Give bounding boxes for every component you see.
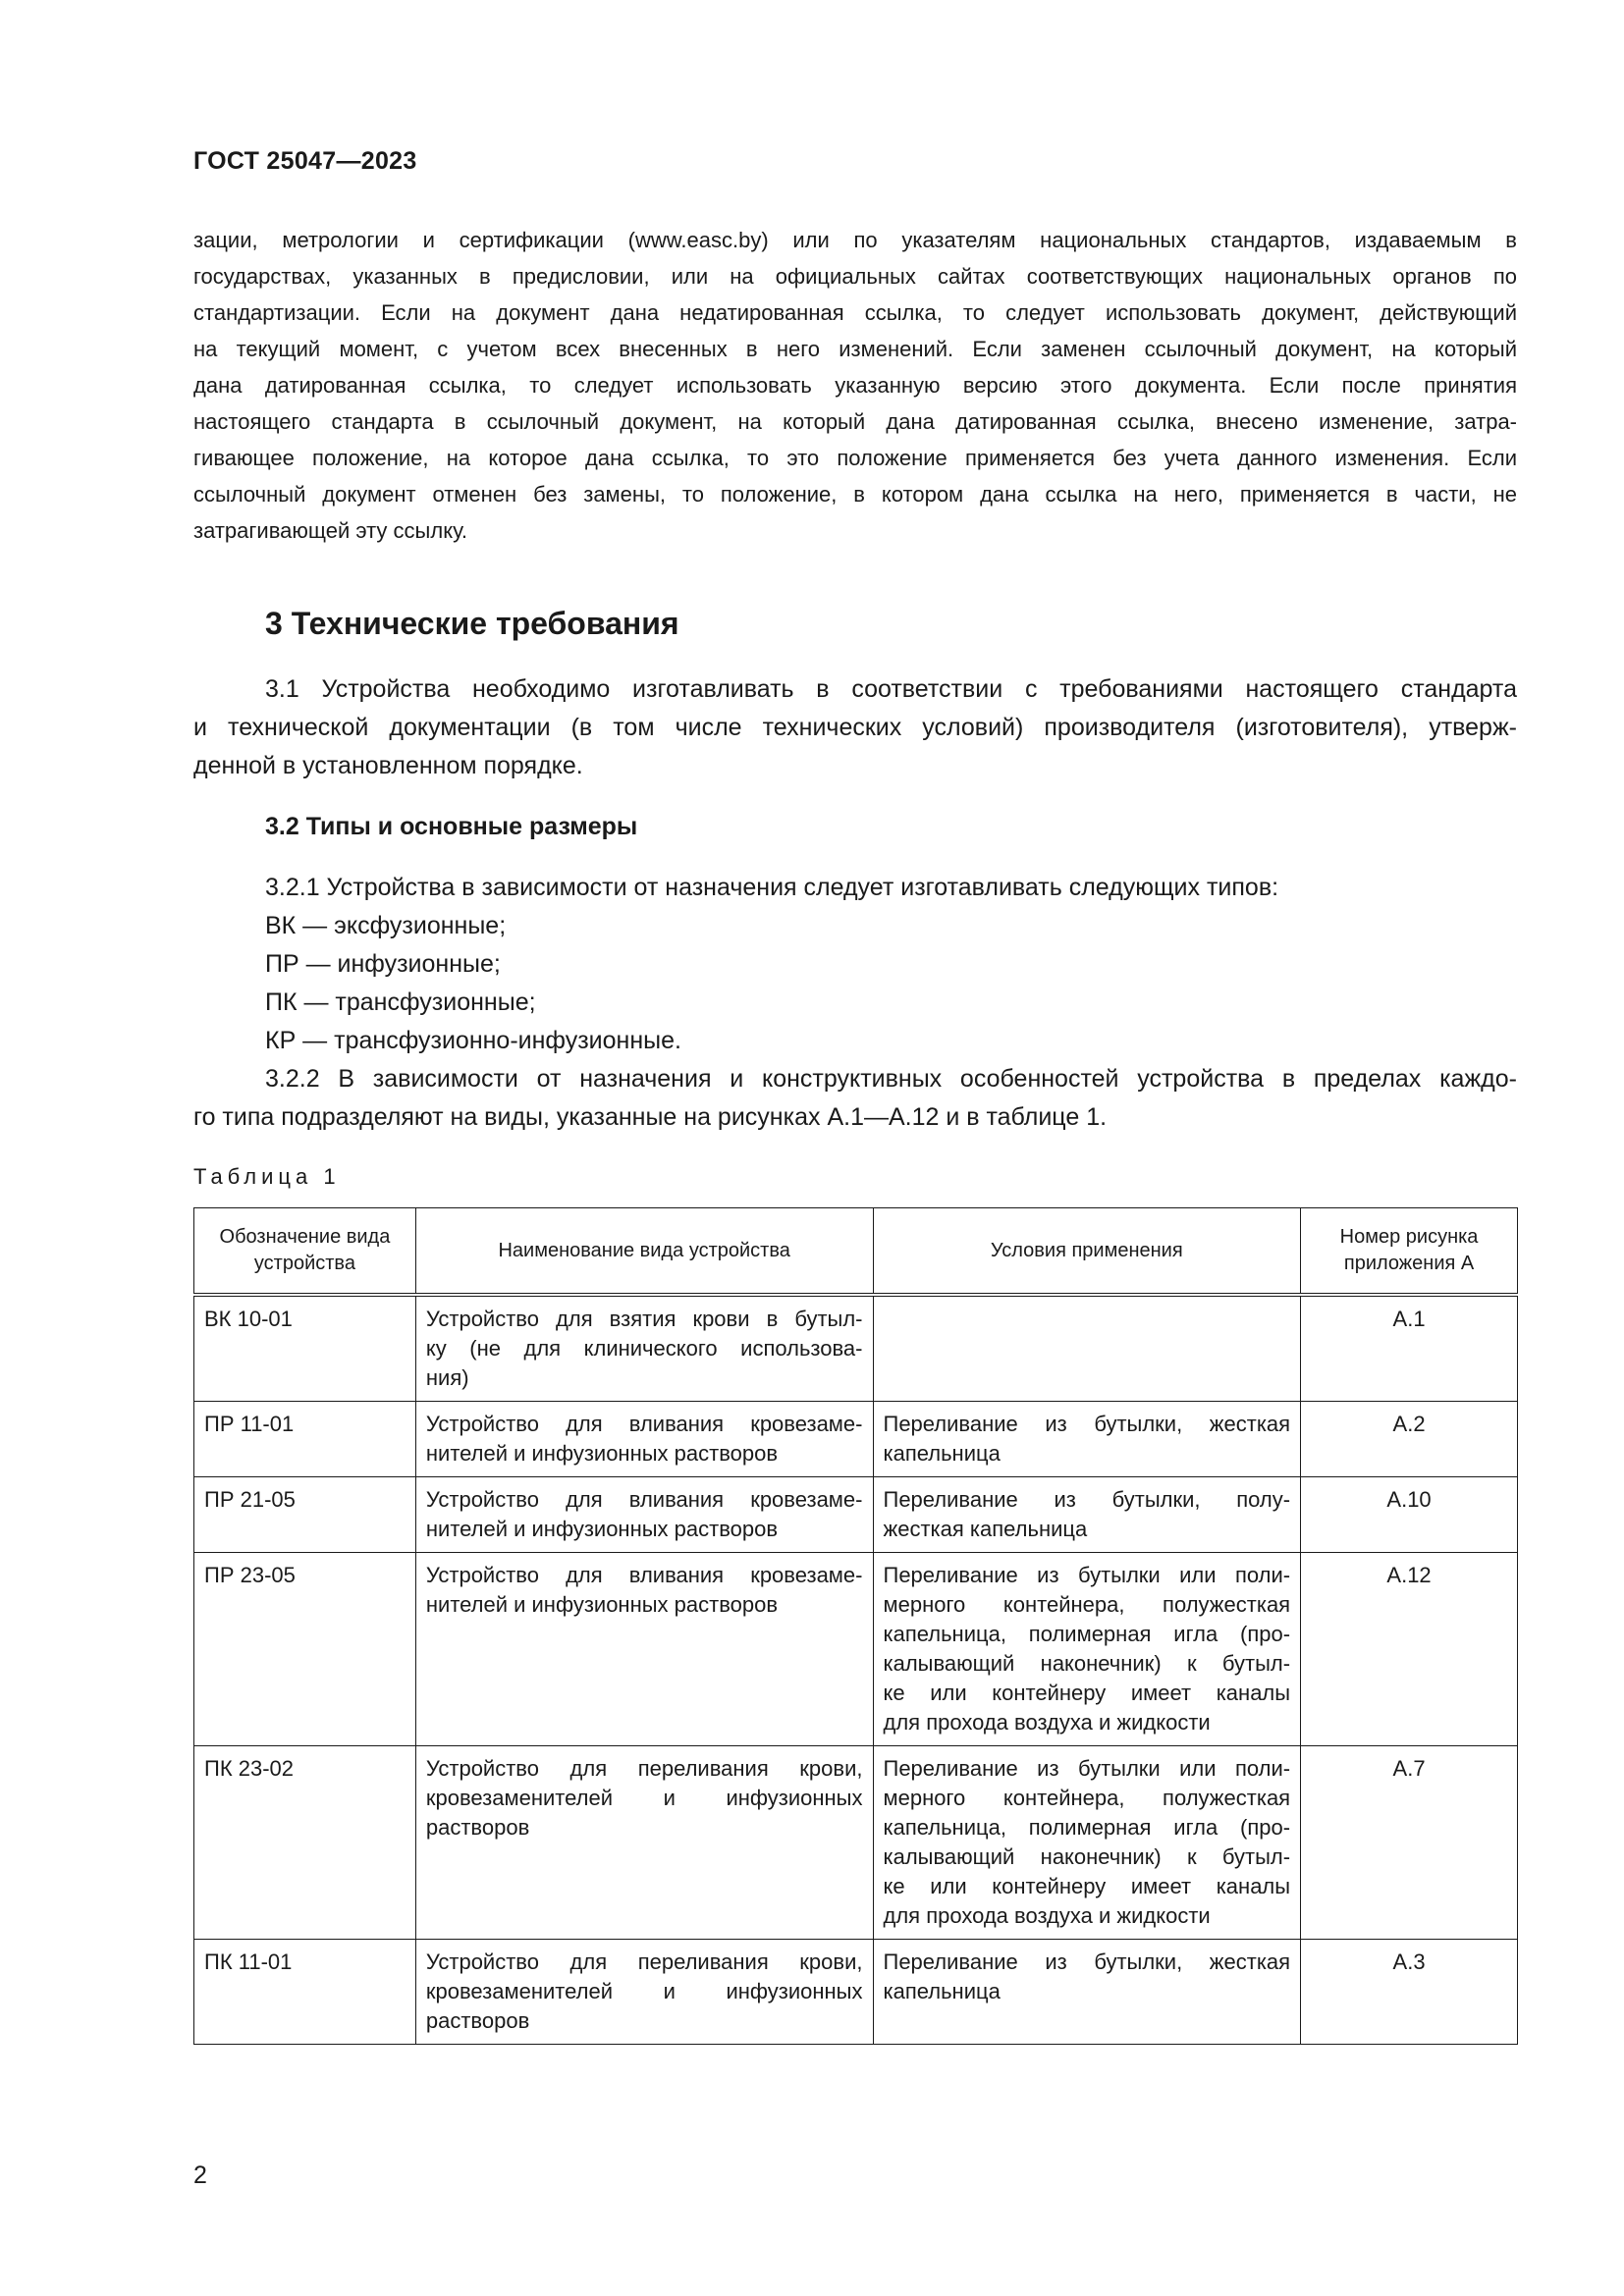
table-row xyxy=(194,1553,1518,1746)
type-item: ВК — эксфузионные; xyxy=(265,912,507,939)
column-header: Номер рисунка приложения А xyxy=(1301,1208,1518,1296)
table-row xyxy=(194,1477,1518,1553)
name-cell xyxy=(415,1746,873,1940)
name-cell xyxy=(415,1295,873,1402)
type-item: ПР — инфузионные; xyxy=(265,950,501,978)
cell-line: ке или контейнеру имеет каналы xyxy=(883,1681,1291,1705)
table-row xyxy=(194,1940,1518,2045)
intro-line: дана датированная ссылка, то следует использовать указанную версию этого документа. Если после принятия xyxy=(193,373,1517,398)
cell-line: калывающий наконечник) к бутыл- xyxy=(883,1844,1291,1869)
name-cell xyxy=(415,1940,873,2045)
cell-line: Переливание из бутылки, полу- xyxy=(883,1487,1291,1512)
cell-line: ке или контейнеру имеет каналы xyxy=(883,1874,1291,1898)
cell-line: кровезаменителей и инфузионных xyxy=(425,1979,863,2003)
cell-line: Устройство для вливания кровезаме- xyxy=(425,1412,863,1436)
clause-3-2-1: 3.2.1 Устройства в зависимости от назначения следует изготавливать следующих типов: xyxy=(265,874,1279,901)
condition-cell xyxy=(873,1553,1301,1746)
cell-line: нителей и инфузионных растворов xyxy=(425,1441,779,1466)
cell-line: капельница, полимерная игла (про- xyxy=(883,1622,1291,1646)
cell-line: для прохода воздуха и жидкости xyxy=(883,1710,1211,1735)
section-heading: 3 Технические требования xyxy=(265,606,679,641)
clause-line: и технической документации (в том числе технических условий) производителя (изготовителя), утверж- xyxy=(193,714,1517,741)
figure-cell: А.2 xyxy=(1301,1402,1518,1477)
intro-paragraph xyxy=(193,222,1517,549)
clause-line: денной в установленном порядке. xyxy=(193,752,583,779)
cell-line: жесткая капельница xyxy=(883,1517,1088,1541)
type-item: КР — трансфузионно-инфузионные. xyxy=(265,1027,681,1054)
table-header-row xyxy=(194,1208,1518,1296)
subsection-heading: 3.2 Типы и основные размеры xyxy=(265,813,638,840)
cell-line: Переливание из бутылки, жесткая xyxy=(883,1412,1291,1436)
intro-line: затрагивающей эту ссылку. xyxy=(193,518,467,543)
code-cell: ВК 10-01 xyxy=(194,1295,416,1402)
clause-3-2-2 xyxy=(193,1060,1517,1137)
table-row xyxy=(194,1402,1518,1477)
figure-cell: А.7 xyxy=(1301,1746,1518,1940)
type-item: ПК — трансфузионные; xyxy=(265,988,536,1016)
code-cell: ПР 21-05 xyxy=(194,1477,416,1553)
name-cell xyxy=(415,1553,873,1746)
cell-line: Устройство для переливания крови, xyxy=(425,1949,863,1974)
figure-cell: А.10 xyxy=(1301,1477,1518,1553)
cell-line: мерного контейнера, полужесткая xyxy=(883,1592,1291,1617)
condition-cell xyxy=(873,1295,1301,1402)
clause-line: 3.2.2 В зависимости от назначения и конструктивных особенностей устройства в пределах каждо- xyxy=(265,1065,1517,1093)
intro-line: зации, метрологии и сертификации (www.easc.by) или по указателям национальных стандартов, издаваемым в xyxy=(193,228,1517,252)
cell-line: ния) xyxy=(425,1365,469,1390)
intro-line: государствах, указанных в предисловии, или на официальных сайтах соответствующих национальных органов по xyxy=(193,264,1517,289)
condition-cell xyxy=(873,1746,1301,1940)
clause-line: го типа подразделяют на виды, указанные на рисунках А.1—А.12 и в таблице 1. xyxy=(193,1103,1108,1131)
name-cell xyxy=(415,1402,873,1477)
cell-line: растворов xyxy=(425,2008,530,2033)
condition-cell xyxy=(873,1477,1301,1553)
document-title: ГОСТ 25047—2023 xyxy=(193,147,417,175)
cell-line: капельница xyxy=(883,1979,1001,2003)
column-header: Обозначение вида устройства xyxy=(194,1208,416,1296)
cell-line: растворов xyxy=(425,1815,530,1840)
figure-cell: А.12 xyxy=(1301,1553,1518,1746)
cell-line: Устройство для вливания кровезаме- xyxy=(425,1487,863,1512)
cell-line: Устройство для вливания кровезаме- xyxy=(425,1563,863,1587)
table-row xyxy=(194,1295,1518,1402)
cell-line: Устройство для переливания крови, xyxy=(425,1756,863,1781)
cell-line: капельница xyxy=(883,1441,1001,1466)
cell-line: для прохода воздуха и жидкости xyxy=(883,1903,1211,1928)
condition-cell xyxy=(873,1402,1301,1477)
table-caption: Таблица 1 xyxy=(193,1164,341,1189)
cell-line: ку (не для клинического использова- xyxy=(425,1336,863,1361)
clause-line: 3.1 Устройства необходимо изготавливать в соответствии с требованиями настоящего стандарта xyxy=(265,675,1517,703)
cell-line: Переливание из бутылки или поли- xyxy=(883,1563,1291,1587)
intro-line: на текущий момент, с учетом всех внесенных в него изменений. Если заменен ссылочный документ, на который xyxy=(193,337,1517,361)
cell-line: Устройство для взятия крови в бутыл- xyxy=(425,1307,863,1331)
intro-line: настоящего стандарта в ссылочный документ, на который дана датированная ссылка, внесено изменение, затра- xyxy=(193,409,1517,434)
cell-line: нителей и инфузионных растворов xyxy=(425,1592,779,1617)
cell-line: кровезаменителей и инфузионных xyxy=(425,1786,863,1810)
cell-line: Переливание из бутылки или поли- xyxy=(883,1756,1291,1781)
intro-line: стандартизации. Если на документ дана недатированная ссылка, то следует использовать документ, действующий xyxy=(193,300,1517,325)
intro-line: ссылочный документ отменен без замены, то положение, в котором дана ссылка на него, применяется в части, не xyxy=(193,482,1517,507)
condition-cell xyxy=(873,1940,1301,2045)
column-header: Наименование вида устройства xyxy=(415,1208,873,1296)
column-header: Условия применения xyxy=(873,1208,1301,1296)
figure-cell: А.3 xyxy=(1301,1940,1518,2045)
figure-cell: А.1 xyxy=(1301,1295,1518,1402)
code-cell: ПР 23-05 xyxy=(194,1553,416,1746)
cell-line: Переливание из бутылки, жесткая xyxy=(883,1949,1291,1974)
cell-line: капельница, полимерная игла (про- xyxy=(883,1815,1291,1840)
code-cell: ПК 11-01 xyxy=(194,1940,416,2045)
cell-line: нителей и инфузионных растворов xyxy=(425,1517,779,1541)
code-cell: ПР 11-01 xyxy=(194,1402,416,1477)
code-cell: ПК 23-02 xyxy=(194,1746,416,1940)
types-table xyxy=(193,1207,1518,2045)
page-number: 2 xyxy=(193,2162,207,2189)
table-row xyxy=(194,1746,1518,1940)
intro-line: гивающее положение, на которое дана ссылка, то это положение применяется без учета данного изменения. Если xyxy=(193,446,1517,470)
cell-line: мерного контейнера, полужесткая xyxy=(883,1786,1291,1810)
name-cell xyxy=(415,1477,873,1553)
cell-line: калывающий наконечник) к бутыл- xyxy=(883,1651,1291,1676)
clause-3-1 xyxy=(193,670,1517,785)
